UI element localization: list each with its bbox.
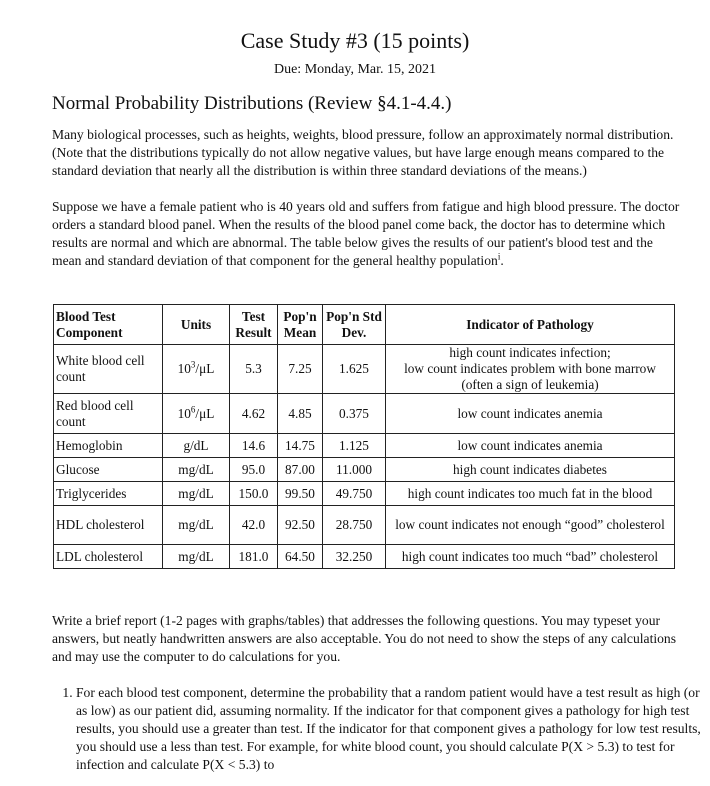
- mean-cell: 92.50: [278, 506, 323, 545]
- indicator-cell: [386, 345, 675, 394]
- unit-tail: /μL: [195, 361, 215, 376]
- unit-exponent: 3: [190, 359, 196, 370]
- unit-base: 10: [177, 405, 191, 421]
- unit-cell: mg/dL: [163, 458, 230, 482]
- result-cell: 181.0: [230, 545, 278, 569]
- sd-cell: 49.750: [323, 482, 386, 506]
- sd-cell: 1.625: [323, 345, 386, 394]
- component-cell: Triglycerides: [54, 482, 163, 506]
- indicator-cell: low count indicates anemia: [386, 394, 675, 434]
- header-sd: Pop'n Std Dev.: [323, 305, 386, 345]
- unit-cell: g/dL: [163, 434, 230, 458]
- indicator-line: (often a sign of leukemia): [461, 377, 599, 392]
- blood-test-table: [53, 304, 675, 569]
- header-units: Units: [163, 305, 230, 345]
- table-row: [54, 458, 675, 482]
- sd-cell: 11.000: [323, 458, 386, 482]
- mean-cell: 7.25: [278, 345, 323, 394]
- unit-cell: [163, 345, 230, 394]
- sd-cell: 32.250: [323, 545, 386, 569]
- component-cell: LDL cholesterol: [54, 545, 163, 569]
- result-cell: 42.0: [230, 506, 278, 545]
- indicator-line: high count indicates infection;: [449, 345, 611, 360]
- header-result: Test Result: [230, 305, 278, 345]
- mean-cell: 99.50: [278, 482, 323, 506]
- mean-cell: 4.85: [278, 394, 323, 434]
- mean-cell: 87.00: [278, 458, 323, 482]
- header-component: Blood Test Component: [54, 305, 163, 345]
- footnote-marker: i: [497, 251, 501, 262]
- unit-cell: mg/dL: [163, 506, 230, 545]
- header-mean: Pop'n Mean: [278, 305, 323, 345]
- component-cell: HDL cholesterol: [54, 506, 163, 545]
- indicator-cell: high count indicates diabetes: [386, 458, 675, 482]
- intro-paragraph: Many biological processes, such as heights, weights, blood pressure, follow an approximately normal distribution. (Note that the distributions typically do not allow negative values, but have large enough means compared to the standard deviation that nearly all the distribution is within three standard deviations of the means.): [52, 127, 674, 178]
- table-row: [54, 434, 675, 458]
- unit-cell: mg/dL: [163, 545, 230, 569]
- unit-exponent: 6: [190, 404, 196, 415]
- result-cell: 4.62: [230, 394, 278, 434]
- indicator-cell: high count indicates too much “bad” cholesterol: [386, 545, 675, 569]
- sd-cell: 1.125: [323, 434, 386, 458]
- question-list: [52, 684, 704, 774]
- table-row: [54, 394, 675, 434]
- result-cell: 150.0: [230, 482, 278, 506]
- table-row: [54, 345, 675, 394]
- result-cell: 5.3: [230, 345, 278, 394]
- table-row: [54, 506, 675, 545]
- document-title: Case Study #3 (15 points): [240, 28, 470, 53]
- result-cell: 95.0: [230, 458, 278, 482]
- sd-cell: 0.375: [323, 394, 386, 434]
- question-item: 1. For each blood test component, determine the probability that a random patient would have a test result as high (or as low) as our patient did, assuming normality. If the indicator for that component gives a pathology for high test results, you should use a greater than test. If the indicator for that component gives a pathology for low test results, you should use a less than test. For example, for white blood count, you should calculate P(X > 5.3) to test for infection and calculate P(X < 5.3) to: [76, 684, 704, 774]
- component-cell: Hemoglobin: [54, 434, 163, 458]
- table-header-row: [54, 305, 675, 345]
- indicator-cell: low count indicates not enough “good” cholesterol: [386, 506, 675, 545]
- mean-cell: 64.50: [278, 545, 323, 569]
- header-indicator: Indicator of Pathology: [386, 305, 675, 345]
- component-cell: White blood cell count: [54, 345, 163, 394]
- instructions-paragraph: Write a brief report (1-2 pages with graphs/tables) that addresses the following questions. You may typeset your answers, but neatly handwritten answers are also acceptable. You do not need to show the steps of any calculations and may use the computer to do calculations for you.: [52, 613, 677, 664]
- indicator-cell: low count indicates anemia: [386, 434, 675, 458]
- indicator-cell: high count indicates too much fat in the blood: [386, 482, 675, 506]
- patient-paragraph: Suppose we have a female patient who is 40 years old and suffers from fatigue and high blood pressure. The doctor orders a standard blood panel. When the results of the blood panel come back, the doctor has to determine which results are normal and which are abnormal. The table below gives the results of our patient's blood test and the mean and standard deviation of that component for the general healthy population$^i$.: [52, 199, 680, 268]
- section-heading: Normal Probability Distributions (Review §4.1-4.4.): [52, 93, 452, 114]
- unit-cell: [163, 394, 230, 434]
- patient-paragraph-text: Suppose we have a female patient who is 40 years old and suffers from fatigue and high blood pressure. The doctor orders a standard blood panel. When the results of the blood panel come back, the doctor has to determine which results are normal and which are abnormal. The table below gives the results of our patient's blood test and the mean and standard deviation of that component for the general healthy population: [52, 199, 680, 268]
- table-row: [54, 545, 675, 569]
- component-cell: Red blood cell count: [54, 394, 163, 434]
- mean-cell: 14.75: [278, 434, 323, 458]
- sd-cell: 28.750: [323, 506, 386, 545]
- table-row: [54, 482, 675, 506]
- unit-base: 10: [177, 361, 191, 376]
- due-date: Due: Monday, Mar. 15, 2021: [273, 62, 437, 77]
- unit-tail: /μL: [195, 405, 215, 421]
- indicator-line: low count indicates problem with bone marrow: [404, 361, 656, 376]
- result-cell: 14.6: [230, 434, 278, 458]
- unit-cell: mg/dL: [163, 482, 230, 506]
- component-cell: Glucose: [54, 458, 163, 482]
